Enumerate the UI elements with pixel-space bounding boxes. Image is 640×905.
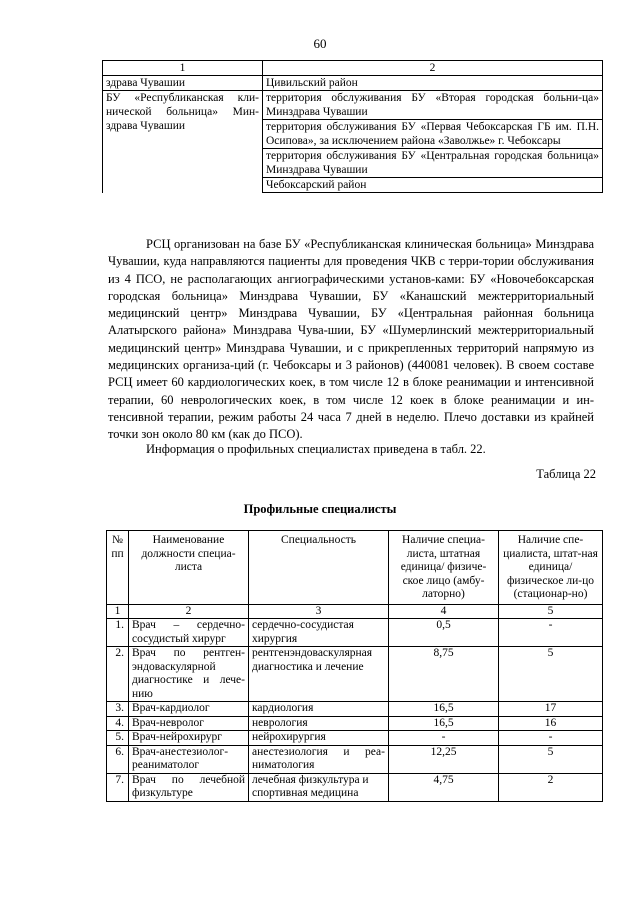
- inpatient-cell: -: [499, 731, 603, 746]
- specialty-cell: кардиология: [249, 702, 389, 717]
- body-paragraph: Информация о профильных специалистах приведена в табл. 22.: [146, 442, 486, 456]
- header-cell: 2: [263, 61, 603, 76]
- row-number: 4.: [107, 716, 129, 731]
- row-number: 3.: [107, 702, 129, 717]
- territory-cell: Цивильский район: [263, 76, 603, 91]
- row-number: 1.: [107, 619, 129, 647]
- table-row: [103, 91, 603, 120]
- specialty-cell: сердечно-сосудистая хирургия: [249, 619, 389, 647]
- table-row: [107, 647, 603, 702]
- table-row: [107, 716, 603, 731]
- index-cell: 4: [389, 604, 499, 619]
- row-number: 7.: [107, 773, 129, 801]
- specialists-table: [106, 530, 603, 802]
- position-cell: Врач-анестезиолог-реаниматолог: [129, 745, 249, 773]
- column-index-row: [107, 604, 603, 619]
- table-header-row: [103, 61, 603, 76]
- outpatient-cell: 12,25: [389, 745, 499, 773]
- table-row: [107, 773, 603, 801]
- outpatient-cell: 16,5: [389, 716, 499, 731]
- position-cell: Врач по рентген-эндоваскулярной диагностике и лече-нию: [129, 647, 249, 702]
- specialty-cell: нейрохирургия: [249, 731, 389, 746]
- inpatient-cell: 17: [499, 702, 603, 717]
- position-cell: Врач-кардиолог: [129, 702, 249, 717]
- outpatient-cell: 0,5: [389, 619, 499, 647]
- table-title: Профильные специалисты: [243, 502, 397, 516]
- territory-cell: территория обслуживания БУ «Вторая городская больни-ца» Минздрава Чувашии: [263, 91, 603, 120]
- territory-cell: Чебоксарский район: [263, 178, 603, 193]
- index-cell: 5: [499, 604, 603, 619]
- inpatient-cell: 2: [499, 773, 603, 801]
- outpatient-cell: 8,75: [389, 647, 499, 702]
- specialty-cell: лечебная физкультура и спортивная медицина: [249, 773, 389, 801]
- inpatient-cell: -: [499, 619, 603, 647]
- table-label: Таблица 22: [536, 467, 596, 481]
- territory-cell: территория обслуживания БУ «Центральная городская больница» Минздрава Чувашии: [263, 149, 603, 178]
- index-cell: 3: [249, 604, 389, 619]
- inpatient-cell: 5: [499, 647, 603, 702]
- header-cell: Специальность: [249, 531, 389, 605]
- outpatient-cell: 4,75: [389, 773, 499, 801]
- index-cell: 1: [107, 604, 129, 619]
- inpatient-cell: 16: [499, 716, 603, 731]
- index-cell: 2: [129, 604, 249, 619]
- header-cell: Наличие специа-листа, штатная единица/ физиче-ское лицо (амбу-латорно): [389, 531, 499, 605]
- position-cell: Врач-невролог: [129, 716, 249, 731]
- table-row: [107, 731, 603, 746]
- organization-cell: БУ «Республиканская кли-нической больница» Мин-здрава Чувашии: [103, 91, 263, 193]
- table-row: [107, 619, 603, 647]
- header-cell: № пп: [107, 531, 129, 605]
- table-header-row: [107, 531, 603, 605]
- position-cell: Врач по лечебной физкультуре: [129, 773, 249, 801]
- header-cell: 1: [103, 61, 263, 76]
- table-row: [107, 745, 603, 773]
- specialty-cell: рентгенэндоваскулярная диагностика и лечение: [249, 647, 389, 702]
- header-cell: Наличие спе-циалиста, штат-ная единица/ физическое ли-цо (стационар-но): [499, 531, 603, 605]
- specialty-cell: анестезиология и реа-ниматология: [249, 745, 389, 773]
- position-cell: Врач – сердечно-сосудистый хирург: [129, 619, 249, 647]
- territory-table: [102, 60, 603, 193]
- row-number: 5.: [107, 731, 129, 746]
- page-number: 60: [313, 36, 327, 51]
- row-number: 2.: [107, 647, 129, 702]
- organization-cell: здрава Чувашии: [103, 76, 263, 91]
- territory-cell: территория обслуживания БУ «Первая Чебоксарская ГБ им. П.Н. Осипова», за исключением района «Заволжье» г. Чебоксары: [263, 120, 603, 149]
- body-paragraph: РСЦ организован на базе БУ «Республиканская клиническая больница» Минздрава Чувашии, куда направляются пациенты для проведения ЧКВ с терри-тории обслуживания из 4 ПСО, не располагающих ангиографическими установ-ками: БУ «Новочебоксарская городская больница» Минздрава Чувашии, БУ «Канашский межтерриториальный медицинский центр» Минздрава Чувашии, БУ «Центральная районная больница Алатырского района» Минздрава Чува-шии, БУ «Шумерлинский межтерриториальный медицинский центр» Минздрава Чувашии, и с прикрепленных территорий напрямую из медицинских организа-ций (г. Чебоксары и 3 районов) (440081 человек). В своем составе РСЦ имеет 60 кардиологических коек, в том числе 12 в блоке реанимации и интенсивной терапии, 60 неврологических коек, в том числе 12 коек в блоке реанимации и ин-тенсивной терапии, режим работы 24 часа 7 дней в неделю. Плечо доставки из крайней точки зон около 80 км (как до ПСО).: [108, 237, 594, 442]
- outpatient-cell: -: [389, 731, 499, 746]
- table-row: [107, 702, 603, 717]
- table-row: [103, 76, 603, 91]
- specialty-cell: неврология: [249, 716, 389, 731]
- inpatient-cell: 5: [499, 745, 603, 773]
- row-number: 6.: [107, 745, 129, 773]
- header-cell: Наименование должности специа-листа: [129, 531, 249, 605]
- outpatient-cell: 16,5: [389, 702, 499, 717]
- position-cell: Врач-нейрохирург: [129, 731, 249, 746]
